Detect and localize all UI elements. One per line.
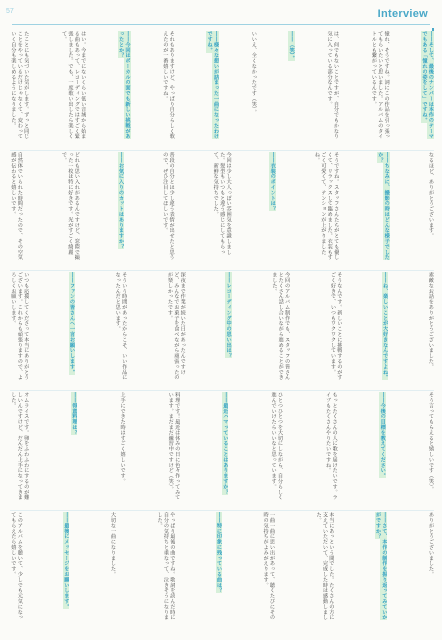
interview-answer	[262, 511, 275, 625]
paragraph-text: ありがとうございました。	[428, 512, 434, 577]
interview-answer	[114, 271, 127, 385]
section-label: Interview	[377, 8, 428, 20]
interview-answer	[167, 271, 186, 385]
paragraph-text: ――得意料理は？	[71, 392, 78, 436]
paragraph-text: そういう時間があったからこそ、いい作品になったんだと思います。	[114, 272, 128, 380]
interview-question	[225, 271, 231, 385]
interview-question	[118, 30, 131, 144]
page-header	[0, 0, 442, 28]
paragraph-text: ――レコーディング中の思い出は？	[225, 272, 232, 359]
paragraph-text: ――（笑）。	[288, 31, 295, 61]
interview-answer	[110, 511, 116, 625]
interview-question	[206, 30, 219, 144]
paragraph-text: 今回のアルバム制作でも、スタッフの皆さんとたくさん話し合いながら進めることができました。	[271, 272, 291, 380]
paragraph-text: 一曲一曲に思い出があって、聴くたびにその時の気持ちがよみがえります。	[262, 512, 275, 620]
interview-answer	[61, 151, 80, 265]
paragraph-text: いつも応援してくださって本当にありがとうございます。これからも頑張りますので、よろしくお願いします。	[10, 272, 30, 380]
paragraph-text: 深夜まで作業が続いた日があったんですけど、みんなでお菓子を食べながら頑張ったのが楽しかったです。	[166, 272, 186, 380]
interview-answer	[428, 151, 434, 265]
interview-answer	[10, 511, 23, 625]
paragraph-text: ――ね、楽しいことが大好きなんですよね。	[382, 272, 389, 380]
interview-question	[216, 511, 222, 625]
interview-answer	[156, 511, 175, 625]
paragraph-text: ひとつひとつを大切にしながら、自分らしく進んでいけたらいいなと思っています。	[270, 392, 283, 500]
article-body	[10, 30, 434, 630]
interview-answer	[325, 391, 338, 505]
interview-answer	[10, 151, 23, 265]
interview-answer	[370, 30, 389, 144]
interview-question	[71, 391, 77, 505]
paragraph-text: 料理です！最近は休みの日に色々作ってみています。まだまだ練習中ですけど（笑）。	[167, 392, 181, 500]
paragraph-text: ――衣装のポイントは？	[269, 152, 276, 212]
interview-question	[421, 30, 434, 144]
interview-answer	[212, 151, 231, 265]
interview-question	[377, 151, 390, 265]
interview-answer	[330, 271, 343, 385]
interview-question	[63, 511, 69, 625]
interview-answer	[428, 271, 434, 385]
paragraph-text: ――お気に入りのカットはありますか？	[118, 152, 124, 250]
interview-answer	[61, 30, 87, 144]
paragraph-text: もっとたくさんの人に歌を届けたいです。ライブもたくさんやりたいですね。	[325, 392, 338, 500]
text-band	[10, 270, 434, 387]
paragraph-text: 今回は少し大人っぽい雰囲気を意識しました。髪型もいつもと違う感じにしてもらって、新鮮な気持ちでした。	[212, 152, 232, 255]
paragraph-text: ――最近ハマっていることはありますか？	[222, 392, 229, 495]
paragraph-text: オムライスです。卵をふわふわにするのが難しいんですけど、だんだん上手になってきました。	[10, 392, 30, 500]
interview-answer	[428, 511, 434, 625]
interview-question	[379, 391, 385, 505]
text-band	[10, 30, 434, 146]
paragraph-text: 大切な一曲になりました。	[110, 512, 116, 577]
interview-answer	[162, 151, 175, 265]
paragraph-text: ――ちなみに、撮影の時はどんな様子でしたか？	[377, 152, 390, 260]
interview-answer	[162, 30, 175, 144]
paragraph-text: やっぱり最後の曲ですね。歌詞を読んだ時に自分の気持ちと重なって、泣きそうになりました。	[156, 512, 176, 620]
interview-question	[118, 151, 124, 265]
paragraph-text: 普段の自分とは少し違う表情が出せたと思うので、ぜひ注目してほしいです。	[162, 152, 175, 260]
paragraph-text: なるほど、ありがとうございます。	[427, 152, 434, 239]
paragraph-text: ――ファンの皆さんへ一言お願いします。	[69, 272, 75, 375]
interview-answer	[10, 30, 29, 144]
interview-question	[375, 511, 388, 625]
paragraph-text: ――そして、最後のナンバーは本作のテーマでもある「憧れの姿をして」ですね。	[421, 31, 434, 139]
interview-question	[382, 271, 388, 385]
paragraph-text: ――最後にメッセージをお願いします。	[63, 512, 70, 610]
paragraph-text: いいえ、全くなかったです（笑）。	[250, 31, 257, 115]
paragraph-text: 本当にあっという間でした。たくさんの方に支えていただいて、完成した時は感動しました。	[315, 512, 335, 620]
paragraph-text: そう言ってもらえると嬉しいです（笑）。	[427, 392, 434, 492]
paragraph-text: ――今回はボーカルの面でも新しい挑戦があったとか？	[118, 31, 131, 139]
interview-answer	[10, 391, 29, 505]
interview-answer	[10, 271, 29, 385]
paragraph-text: そうなんです。新しいことに挑戦するのがすごく好きで、いつもワクワクしています。	[329, 272, 343, 380]
paragraph-text: はい。今までにないくらい低い音域から始まる曲もあって、レコーディングではすごく緊張しました。でも、一度歌い出したら楽しくて。	[61, 31, 87, 139]
paragraph-text: ――様々な想いが詰まった一曲になったわけですね。	[206, 31, 220, 139]
interview-answer	[428, 391, 434, 505]
paragraph-text: そうですね。スタッフさんたちがとても優しくて、リラックスして臨めました。衣装もすごく可愛くて、テンションが上がりましたね。	[313, 152, 340, 260]
interview-question	[269, 151, 275, 265]
interview-answer	[119, 391, 125, 505]
paragraph-text: ――今後の目標を教えてください。	[379, 392, 386, 479]
paragraph-text: たことにも気づいた気がします。ずっと同じことをやっているだけじゃなくて、変わっていく自分も楽しめるようになりました。	[10, 31, 30, 139]
paragraph-text: 素敵なお話をありがとうございました。	[427, 272, 434, 370]
paragraph-text: は、何でもないことですが、自分でもかなり気に入っている部分なんです。	[326, 31, 339, 139]
text-band	[10, 510, 434, 627]
interview-question	[222, 391, 228, 505]
paragraph-text: ――さて、本作の制作を振り返ってみていかがですか？	[375, 512, 388, 620]
paragraph-text: 上手にできた時はすごく嬉しいです。	[119, 392, 126, 484]
text-band	[10, 390, 434, 507]
paragraph-text: 憧れ、そうですね。詞にこの作品を引っ張ってもらいたいと思いました。アルバムのタイトルとも繋がっているんです。	[370, 31, 390, 139]
text-band	[10, 150, 434, 267]
paragraph-text: 自然体でいられた時間だったので、その空気感が伝わると嬉しいです。	[10, 152, 23, 260]
paragraph-text: どれも思い入れがあるんですけど、窓際で撮った一枚は特に好きです。光がすごく綺麗で。	[61, 152, 80, 260]
interview-answer	[326, 30, 339, 144]
interview-answer	[270, 391, 283, 505]
interview-answer	[250, 30, 256, 144]
page-number: 57	[6, 8, 14, 15]
interview-answer	[315, 511, 334, 625]
header-rule	[12, 24, 430, 25]
paragraph-text: それもありますけど、やっぱり自分らしく歌えたのが一番嬉しいですね。	[162, 31, 175, 139]
interview-answer	[314, 151, 340, 265]
interview-answer	[167, 391, 180, 505]
interview-question	[288, 30, 294, 144]
paragraph-text: ――特に印象に残っている曲は？	[216, 512, 222, 593]
interview-question	[69, 271, 75, 385]
interview-answer	[271, 271, 290, 385]
paragraph-text: このアルバムを聴いて、少しでも元気になってもらえたら嬉しいです。	[10, 512, 23, 620]
